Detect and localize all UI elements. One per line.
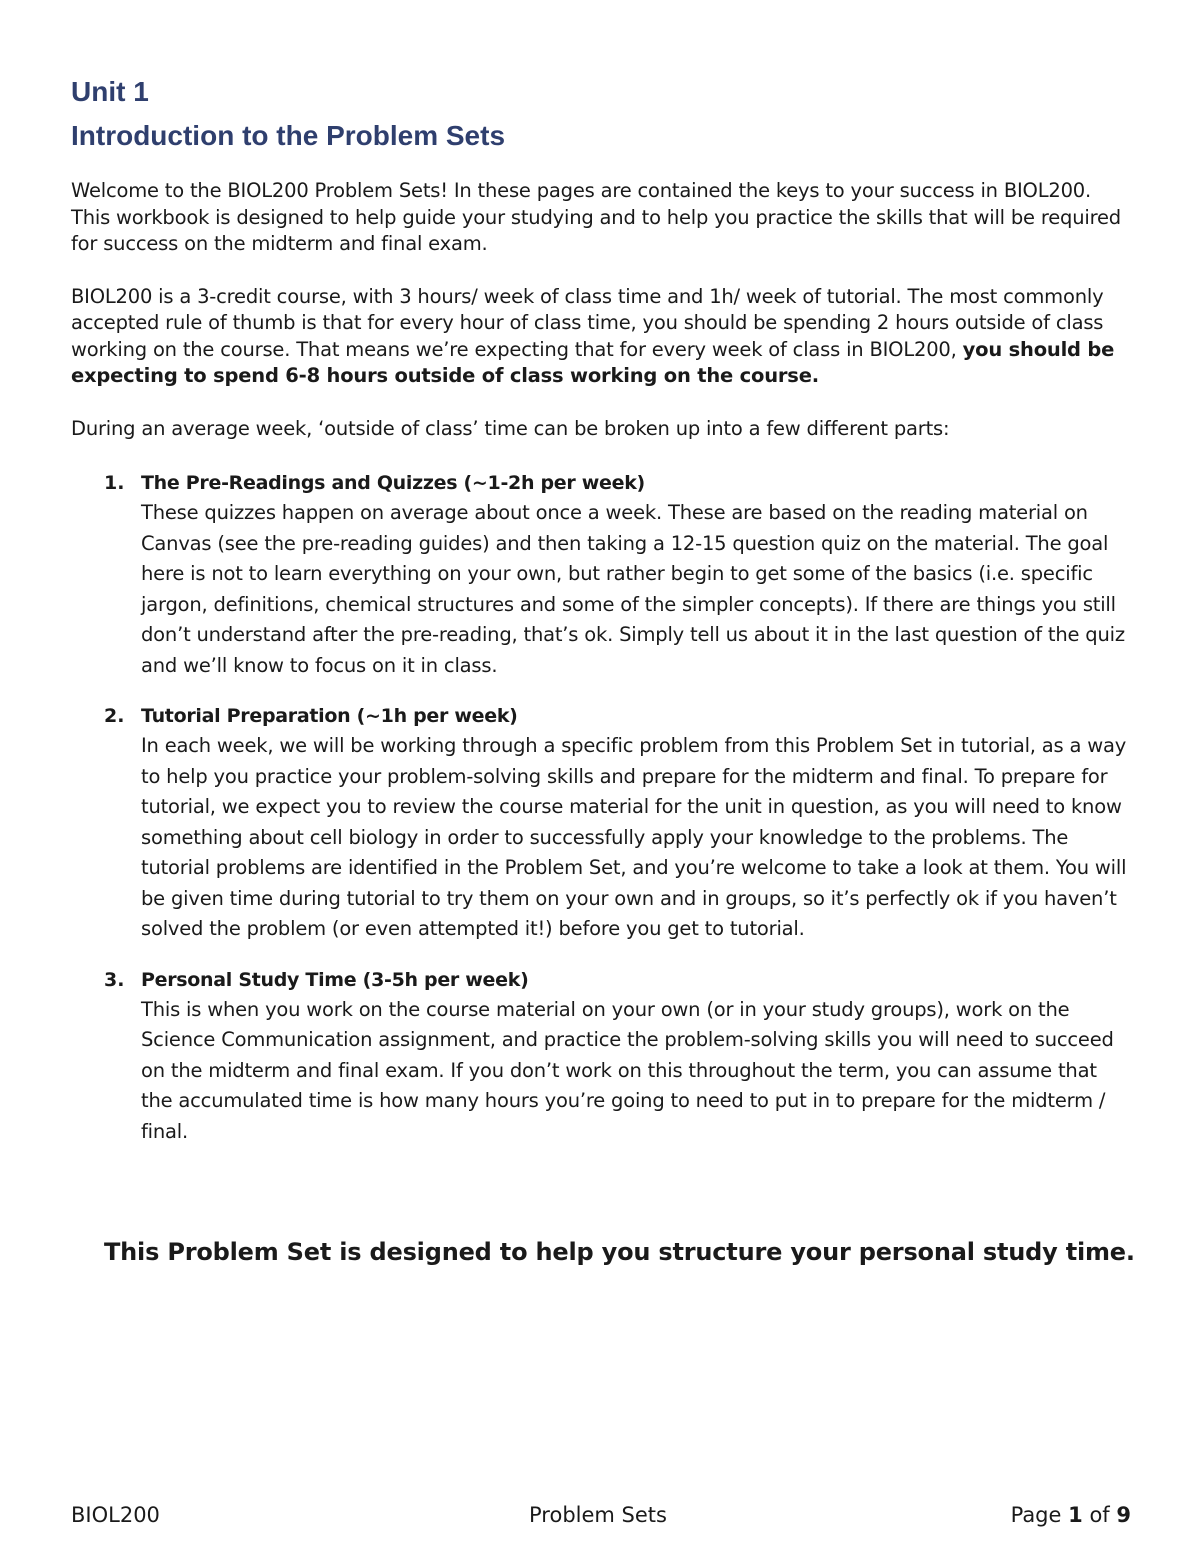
list-item-title: Tutorial Preparation (~1h per week) [141,705,518,727]
list-number: 1. [104,472,125,494]
intro-paragraph: Welcome to the BIOL200 Problem Sets! In these pages are contained the keys to your success in BIOL200. This workbook is designed to help guide your studying and to help you practice the skills that will be required for success on the midterm and final exam. [71,179,1121,255]
page-footer [71,1498,1131,1532]
workload-text: BIOL200 is a 3-credit course, with 3 hours/ week of class time and 1h/ week of tutorial. The most commonly accepted rule of thumb is that for every hour of class time, you should be spending 2 hours outside of class working on the course. That means we’re expecting that for every week of class in BIOL200, [71,284,1104,361]
list-item-text: These quizzes happen on average about once a week. These are based on the reading material on Canvas (see the pre-reading guides) and then taking a 12-15 question quiz on the material. The goal here is not to learn everything on your own, but rather begin to get some of the basics (i.e. specific jargon, definitions, chemical structures and some of the simpler concepts). If there are things you still don’t understand after the pre-reading, that’s ok. Simply tell us about it in the last question of the quiz and we’ll know to focus on it in class. [141,501,1125,677]
workload-paragraph [71,284,1131,390]
list-number: 2. [104,705,125,727]
list-item [71,965,1131,1148]
page-label: Page [1010,1503,1062,1527]
workload-emphasis: you should be expecting to spend 6-8 hours outside of class working on the course. [71,337,1115,387]
unit-heading: Unit 1 [71,76,149,107]
page-current: 1 [1068,1503,1083,1527]
list-item-title: Personal Study Time (3-5h per week) [141,968,529,991]
list-item [71,701,1131,945]
page-total: 9 [1116,1503,1131,1527]
list-number: 3. [104,968,125,991]
footer-course: BIOL200 [71,1503,160,1527]
closing-statement: This Problem Set is designed to help you structure your personal study time. [104,1238,1135,1266]
footer-page-number [1011,1498,1131,1532]
parts-intro-paragraph: During an average week, ‘outside of class’ time can be broken up into a few different parts: [71,416,950,440]
list-item-text: This is when you work on the course material on your own (or in your study groups), work on the Science Communication assignment, and practice the problem-solving skills you will need to succeed on the midterm and final exam. If you don’t work on this throughout the term, you can assume that the accumulated time is how many hours you’re going to need to put in to prepare for the midterm / final. [141,997,1114,1143]
list-item [71,468,1131,681]
footer-title: Problem Sets [529,1503,667,1527]
list-item-text: In each week, we will be working through a specific problem from this Problem Set in tutorial, as a way to help you practice your problem-solving skills and prepare for the midterm and final. To prepare for tutorial, we expect you to review the course material for the unit in question, as you will need to know something about cell biology in order to successfully apply your knowledge to the problems. The tutorial problems are identified in the Problem Set, and you’re welcome to take a look at them. You will be given time during tutorial to try them on your own and in groups, so it’s perfectly ok if you haven’t solved the problem (or even attempted it!) before you get to tutorial. [141,734,1127,940]
document-page [71,72,1131,1167]
page-of: of [1089,1503,1110,1527]
list-item-title: The Pre-Readings and Quizzes (~1-2h per week) [141,472,645,494]
parts-list [71,468,1131,1147]
page-title: Introduction to the Problem Sets [71,120,506,151]
